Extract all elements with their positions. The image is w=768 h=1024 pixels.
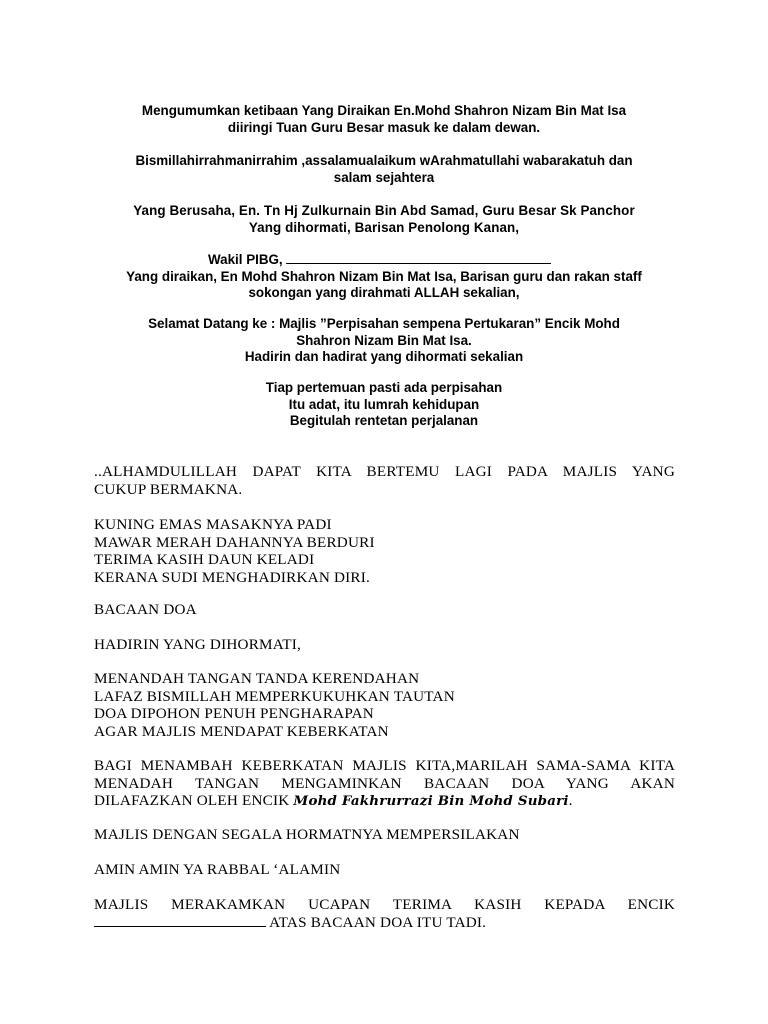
invitation-period: . xyxy=(568,792,573,809)
wakil-pibg-label: Wakil PIBG, xyxy=(208,252,287,267)
pantun-line: MAWAR MERAH DAHANNYA BERDURI xyxy=(94,533,375,551)
thanks-line-2-text: ATAS BACAAN DOA ITU TADI. xyxy=(266,913,487,931)
doa-invitation-paragraph xyxy=(94,757,675,811)
pantun-line: KERANA SUDI MENGHADIRKAN DIRI. xyxy=(94,568,370,586)
doa-reader-name: Mohd Fakhrurrazi Bin Mohd Subari xyxy=(293,793,569,809)
honorifics-block xyxy=(90,203,678,236)
pantun-line: KUNING EMAS MASAKNYA PADI xyxy=(94,516,332,533)
honorific-line-2: Yang dihormati, Barisan Penolong Kanan, xyxy=(248,219,520,235)
guests-line-1: Yang diraikan, En Mohd Shahron Nizam Bin Mat Isa, Barisan guru dan rakan staff xyxy=(126,268,642,284)
verse-line-3: Begitulah rentetan perjalanan xyxy=(289,413,479,428)
guests-block xyxy=(90,252,678,302)
greeting-line-1: Bismillahirrahmanirrahim ,assalamualaikum wArahmatullahi wabarakatuh dan xyxy=(135,153,633,168)
welcome-line-3: Hadirin dan hadirat yang dihormati sekalian xyxy=(244,349,524,364)
amin-text: AMIN AMIN YA RABBAL ‘ALAMIN xyxy=(94,861,341,878)
announcement-block xyxy=(90,103,678,136)
invite-line xyxy=(94,826,675,844)
opening-paragraph xyxy=(94,463,675,498)
verse-line-2: Itu adat, itu lumrah kehidupan xyxy=(288,396,480,412)
thanks-paragraph xyxy=(94,896,675,931)
invitation-line-2: MENADAH TANGAN MENGAMINKAN BACAAN DOA YANG AKAN xyxy=(94,774,675,792)
thanks-line-2 xyxy=(94,914,675,932)
hadirin-line xyxy=(94,636,675,654)
pantun-line: AGAR MAJLIS MENDAPAT KEBERKATAN xyxy=(94,722,389,740)
pantun-line: MENANDAH TANGAN TANDA KERENDAHAN xyxy=(94,670,420,687)
welcome-line-1: Selamat Datang ke : Majlis ”Perpisahan sempena Pertukaran” Encik Mohd xyxy=(148,316,620,331)
pantun-line: TERIMA KASIH DAUN KELADI xyxy=(94,551,315,568)
invitation-line-1: BAGI MENAMBAH KEBERKATAN MAJLIS KITA,MARILAH SAMA-SAMA KITA xyxy=(94,757,675,774)
greeting-line-2: salam sejahtera xyxy=(333,169,435,185)
pantun-doa xyxy=(94,670,675,740)
announcement-line-2: diiringi Tuan Guru Besar masuk ke dalam dewan. xyxy=(227,119,541,135)
honorific-line-1: Yang Berusaha, En. Tn Hj Zulkurnain Bin Abd Samad, Guru Besar Sk Panchor xyxy=(133,203,635,218)
hadirin-text: HADIRIN YANG DIHORMATI, xyxy=(94,636,301,653)
section-heading-doa xyxy=(94,601,675,619)
welcome-block xyxy=(90,316,678,366)
verse-block xyxy=(90,380,678,430)
doa-heading: BACAAN DOA xyxy=(94,601,197,618)
verse-line-1: Tiap pertemuan pasti ada perpisahan xyxy=(265,380,503,395)
pantun-welcome xyxy=(94,516,675,586)
greeting-block xyxy=(90,153,678,186)
opening-line-2: CUKUP BERMAKNA. xyxy=(94,480,243,498)
amin-line xyxy=(94,861,675,879)
opening-line-1: ..ALHAMDULILLAH DAPAT KITA BERTEMU LAGI PADA MAJLIS YANG xyxy=(94,463,675,480)
wakil-pibg-line xyxy=(90,252,678,269)
pantun-line: DOA DIPOHON PENUH PENGHARAPAN xyxy=(94,705,374,722)
invitation-line-3-text: DILAFAZKAN OLEH ENCIK xyxy=(94,792,294,809)
guests-line-2: sokongan yang dirahmati ALLAH sekalian, xyxy=(248,285,520,300)
invite-text: MAJLIS DENGAN SEGALA HORMATNYA MEMPERSILAKAN xyxy=(94,826,520,843)
blank-name-line xyxy=(94,916,266,927)
announcement-line-1: Mengumumkan ketibaan Yang Diraikan En.Mohd Shahron Nizam Bin Mat Isa xyxy=(141,103,627,118)
thanks-line-1: MAJLIS MERAKAMKAN UCAPAN TERIMA KASIH KEPADA ENCIK xyxy=(94,896,675,913)
welcome-line-2: Shahron Nizam Bin Mat Isa. xyxy=(296,332,472,348)
pantun-line: LAFAZ BISMILLAH MEMPERKUKUHKAN TAUTAN xyxy=(94,687,455,705)
invitation-line-3 xyxy=(94,792,675,811)
blank-name-line xyxy=(286,252,551,264)
